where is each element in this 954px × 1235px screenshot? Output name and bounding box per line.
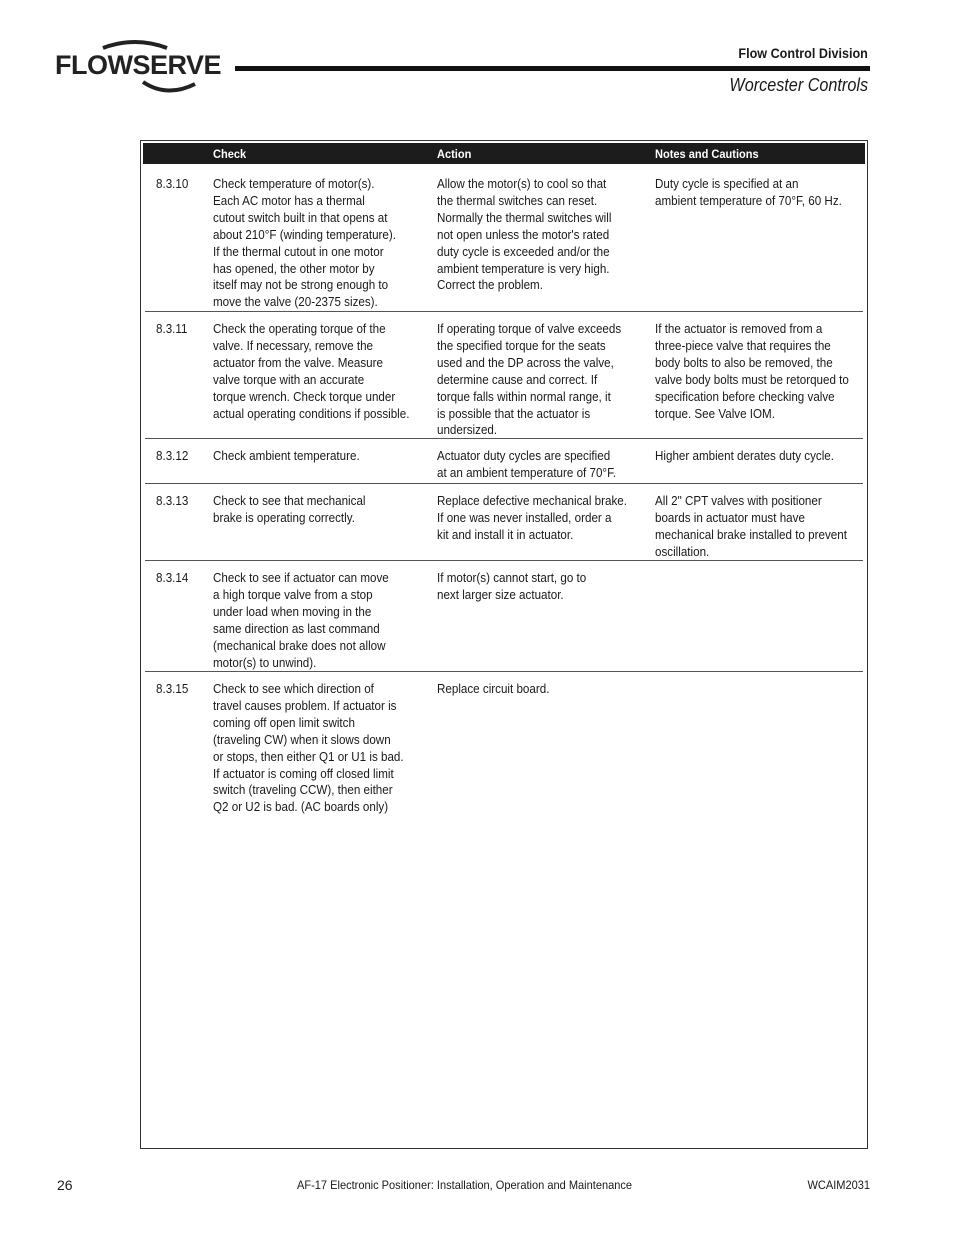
table-row xyxy=(145,561,863,672)
check-cell: Check temperature of motor(s). Each AC motor has a thermal cutout switch built in that opens at about 210°F (winding temperature). If the thermal cutout in one motor has opened, the other motor by itself may not be strong enough to move the valve (20-2375 sizes). xyxy=(213,177,397,310)
table-row xyxy=(145,439,863,484)
action-cell: Replace defective mechanical brake. If one was never installed, order a kit and install it in actuator. xyxy=(437,494,627,542)
division-title: Flow Control Division xyxy=(738,45,868,61)
column-header-action: Action xyxy=(437,147,472,161)
column-header-notes: Notes and Cautions xyxy=(655,147,759,161)
action-cell: Replace circuit board. xyxy=(437,682,550,696)
check-cell: Check to see which direction of travel causes problem. If actuator is coming off open limit switch (traveling CW) when it slows down or stops, then either Q1 or U1 is bad. If actuator is coming off closed limit switch (traveling CCW), then either Q2 or U2 is bad. (AC boards only) xyxy=(213,682,404,815)
row-number: 8.3.14 xyxy=(156,571,189,585)
notes-cell: Higher ambient derates duty cycle. xyxy=(655,449,834,463)
check-cell: Check to see if actuator can move a high torque valve from a stop under load when moving in the same direction as last command (mechanical brake does not allow motor(s) to unwind). xyxy=(213,571,389,670)
table-row xyxy=(145,672,863,832)
logo-text: FLOWSERVE xyxy=(55,50,222,80)
table-row xyxy=(145,167,863,312)
check-cell: Check ambient temperature. xyxy=(213,449,360,463)
troubleshooting-table xyxy=(140,140,868,1149)
row-number: 8.3.13 xyxy=(156,494,189,508)
action-cell: If motor(s) cannot start, go to next larger size actuator. xyxy=(437,571,587,602)
notes-cell: Duty cycle is specified at an ambient temperature of 70°F, 60 Hz. xyxy=(655,177,842,208)
table-row xyxy=(145,484,863,561)
column-header-check: Check xyxy=(213,147,247,161)
action-cell: If operating torque of valve exceeds the specified torque for the seats used and the DP across the valve, determine cause and correct. If torque falls within normal range, it is possible that the actuator is undersized. xyxy=(437,322,622,438)
notes-cell: If the actuator is removed from a three-piece valve that requires the body bolts to also be removed, the valve body bolts must be retorqued to specification before checking valve torque. See Valve IOM. xyxy=(655,322,849,421)
header-rule xyxy=(235,66,870,71)
table-header xyxy=(143,143,865,164)
flowserve-logo xyxy=(55,38,222,100)
check-cell: Check to see that mechanical brake is operating correctly. xyxy=(213,494,366,525)
document-code: WCAIM2031 xyxy=(807,1178,870,1192)
action-cell: Actuator duty cycles are specified at an ambient temperature of 70°F. xyxy=(437,449,617,480)
notes-cell: All 2" CPT valves with positioner boards in actuator must have mechanical brake installed to prevent oscillation. xyxy=(655,494,847,559)
page-number: 26 xyxy=(57,1177,73,1193)
table-row xyxy=(145,312,863,439)
row-number: 8.3.11 xyxy=(156,322,188,336)
document-title: AF-17 Electronic Positioner: Installation, Operation and Maintenance xyxy=(297,1178,633,1192)
subdivision-title: Worcester Controls xyxy=(729,75,868,95)
check-cell: Check the operating torque of the valve. If necessary, remove the actuator from the valve. Measure valve torque with an accurate torque wrench. Check torque under actual operating conditions if possible. xyxy=(213,322,410,421)
action-cell: Allow the motor(s) to cool so that the thermal switches can reset. Normally the thermal switches will not open unless the motor's rated duty cycle is exceeded and/or the ambient temperature is very high. Correct the problem. xyxy=(437,177,612,293)
row-number: 8.3.15 xyxy=(156,682,189,696)
row-number: 8.3.12 xyxy=(156,449,189,463)
row-number: 8.3.10 xyxy=(156,177,189,191)
